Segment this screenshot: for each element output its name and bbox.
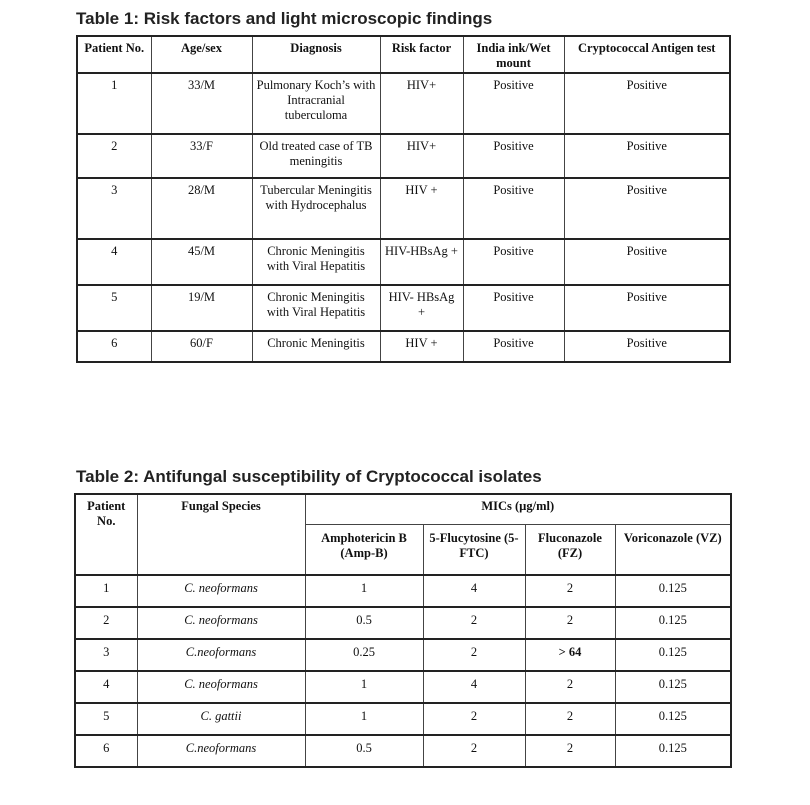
cell-risk-factor: HIV-HBsAg + bbox=[380, 239, 463, 285]
cell-india-ink: Positive bbox=[463, 73, 564, 134]
table-row bbox=[75, 703, 731, 735]
cell-species: C.neoformans bbox=[137, 639, 305, 671]
cell-vz: 0.125 bbox=[615, 575, 731, 607]
cell-patient-no: 2 bbox=[75, 607, 137, 639]
cell-vz: 0.125 bbox=[615, 735, 731, 767]
cell-age-sex: 33/M bbox=[151, 73, 252, 134]
cell-amp-b: 1 bbox=[305, 703, 423, 735]
col-header-diagnosis: Diagnosis bbox=[252, 36, 380, 73]
col-header-flucytosine: 5-Flucytosine (5-FTC) bbox=[423, 525, 525, 576]
table-row bbox=[75, 735, 731, 767]
cell-patient-no: 4 bbox=[75, 671, 137, 703]
cell-amp-b: 0.5 bbox=[305, 607, 423, 639]
cell-india-ink: Positive bbox=[463, 285, 564, 331]
cell-fz: 2 bbox=[525, 703, 615, 735]
cell-5-ftc: 4 bbox=[423, 671, 525, 703]
col-header-age-sex: Age/sex bbox=[151, 36, 252, 73]
cell-diagnosis: Chronic Meningitis with Viral Hepatitis bbox=[252, 285, 380, 331]
cell-diagnosis: Tubercular Meningitis with Hydrocephalus bbox=[252, 178, 380, 239]
cell-species: C. gattii bbox=[137, 703, 305, 735]
cell-patient-no: 1 bbox=[77, 73, 151, 134]
cell-diagnosis: Old treated case of TB meningitis bbox=[252, 134, 380, 178]
cell-5-ftc: 2 bbox=[423, 607, 525, 639]
cell-vz: 0.125 bbox=[615, 703, 731, 735]
cell-amp-b: 0.5 bbox=[305, 735, 423, 767]
cell-antigen-test: Positive bbox=[564, 134, 730, 178]
cell-species: C. neoformans bbox=[137, 607, 305, 639]
cell-5-ftc: 2 bbox=[423, 703, 525, 735]
col-header-mics: MICs (µg/ml) bbox=[305, 494, 731, 525]
cell-patient-no: 3 bbox=[75, 639, 137, 671]
cell-patient-no: 5 bbox=[77, 285, 151, 331]
cell-diagnosis: Pulmonary Koch’s with Intracranial tuberculoma bbox=[252, 73, 380, 134]
cell-antigen-test: Positive bbox=[564, 285, 730, 331]
table1-caption: Table 1: Risk factors and light microscopic findings bbox=[76, 9, 493, 28]
col-header-patient-no: Patient No. bbox=[75, 494, 137, 575]
cell-amp-b: 1 bbox=[305, 575, 423, 607]
table-row bbox=[77, 285, 730, 331]
cell-patient-no: 6 bbox=[77, 331, 151, 362]
cell-diagnosis: Chronic Meningitis bbox=[252, 331, 380, 362]
cell-patient-no: 5 bbox=[75, 703, 137, 735]
col-header-india-ink: India ink/Wet mount bbox=[463, 36, 564, 73]
cell-india-ink: Positive bbox=[463, 331, 564, 362]
table2-caption: Table 2: Antifungal susceptibility of Cryptococcal isolates bbox=[76, 467, 542, 486]
table-row bbox=[77, 178, 730, 239]
cell-risk-factor: HIV- HBsAg + bbox=[380, 285, 463, 331]
cell-species: C. neoformans bbox=[137, 671, 305, 703]
table-row bbox=[77, 239, 730, 285]
table-row bbox=[75, 607, 731, 639]
cell-fz: 2 bbox=[525, 607, 615, 639]
cell-amp-b: 1 bbox=[305, 671, 423, 703]
cell-5-ftc: 2 bbox=[423, 639, 525, 671]
cell-patient-no: 2 bbox=[77, 134, 151, 178]
cell-fz: > 64 bbox=[525, 639, 615, 671]
col-header-antigen-test: Cryptococcal Antigen test bbox=[564, 36, 730, 73]
cell-age-sex: 19/M bbox=[151, 285, 252, 331]
table-header-row bbox=[75, 494, 731, 525]
cell-risk-factor: HIV + bbox=[380, 178, 463, 239]
col-header-voriconazole: Voriconazole (VZ) bbox=[615, 525, 731, 576]
table-row bbox=[77, 134, 730, 178]
col-header-amphotericin-b: Amphotericin B (Amp-B) bbox=[305, 525, 423, 576]
cell-risk-factor: HIV+ bbox=[380, 134, 463, 178]
cell-fz: 2 bbox=[525, 671, 615, 703]
cell-india-ink: Positive bbox=[463, 178, 564, 239]
table-row bbox=[77, 331, 730, 362]
cell-fz: 2 bbox=[525, 575, 615, 607]
cell-antigen-test: Positive bbox=[564, 239, 730, 285]
cell-risk-factor: HIV+ bbox=[380, 73, 463, 134]
cell-vz: 0.125 bbox=[615, 671, 731, 703]
risk-factors-table bbox=[76, 35, 731, 363]
cell-patient-no: 4 bbox=[77, 239, 151, 285]
cell-amp-b: 0.25 bbox=[305, 639, 423, 671]
cell-india-ink: Positive bbox=[463, 134, 564, 178]
cell-antigen-test: Positive bbox=[564, 331, 730, 362]
col-header-patient-no: Patient No. bbox=[77, 36, 151, 73]
cell-patient-no: 3 bbox=[77, 178, 151, 239]
cell-5-ftc: 4 bbox=[423, 575, 525, 607]
cell-species: C. neoformans bbox=[137, 575, 305, 607]
antifungal-susceptibility-table bbox=[74, 493, 732, 768]
cell-risk-factor: HIV + bbox=[380, 331, 463, 362]
cell-vz: 0.125 bbox=[615, 607, 731, 639]
table-row bbox=[75, 671, 731, 703]
col-header-fluconazole: Fluconazole (FZ) bbox=[525, 525, 615, 576]
cell-antigen-test: Positive bbox=[564, 73, 730, 134]
cell-age-sex: 60/F bbox=[151, 331, 252, 362]
cell-vz: 0.125 bbox=[615, 639, 731, 671]
table-header-row bbox=[77, 36, 730, 73]
cell-age-sex: 28/M bbox=[151, 178, 252, 239]
cell-india-ink: Positive bbox=[463, 239, 564, 285]
cell-age-sex: 45/M bbox=[151, 239, 252, 285]
cell-patient-no: 6 bbox=[75, 735, 137, 767]
col-header-fungal-species: Fungal Species bbox=[137, 494, 305, 575]
col-header-risk-factor: Risk factor bbox=[380, 36, 463, 73]
cell-antigen-test: Positive bbox=[564, 178, 730, 239]
table-row bbox=[77, 73, 730, 134]
table-row bbox=[75, 639, 731, 671]
cell-species: C.neoformans bbox=[137, 735, 305, 767]
table-row bbox=[75, 575, 731, 607]
cell-patient-no: 1 bbox=[75, 575, 137, 607]
cell-age-sex: 33/F bbox=[151, 134, 252, 178]
cell-5-ftc: 2 bbox=[423, 735, 525, 767]
cell-diagnosis: Chronic Meningitis with Viral Hepatitis bbox=[252, 239, 380, 285]
cell-fz: 2 bbox=[525, 735, 615, 767]
